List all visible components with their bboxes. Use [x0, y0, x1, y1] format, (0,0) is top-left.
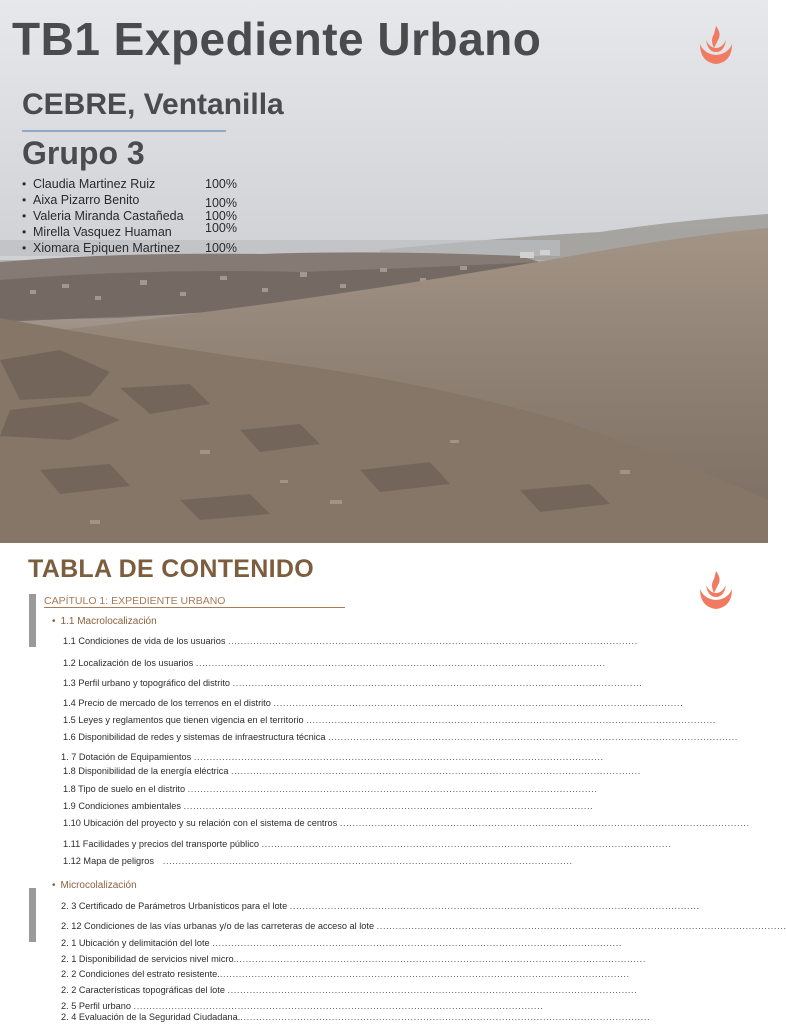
toc-entry[interactable]: 1.5 Leyes y reglamentos que tienen vigencia en el territorio .................................................................................................................................. [63, 715, 716, 725]
toc-entry[interactable]: 1.2 Localización de los usuarios .................................................................................................................................. [63, 658, 606, 668]
toc-entry[interactable]: 2. 3 Certificado de Parámetros Urbanísticos para el lote .................................................................................................................................. [61, 901, 700, 911]
chapter-marker-bar [29, 594, 36, 647]
member-name: Claudia Martinez Ruiz [33, 177, 156, 191]
toc-entry-label: 2. 1 Disponibilidad de servicios nivel micro. [61, 954, 237, 964]
section-heading-macro: • 1.1 Macrolocalización [52, 616, 157, 627]
toc-entry-label: 1.11 Facilidades y precios del transporte público [63, 839, 259, 849]
toc-entry-label: 1.5 Leyes y reglamentos que tienen vigencia en el territorio [63, 715, 304, 725]
toc-entry[interactable]: 1.12 Mapa de peligros .................................................................................................................................. [63, 856, 573, 866]
toc-entry[interactable]: 1.6 Disponibilidad de redes y sistemas de infraestructura técnica .................................................................................................................................. [63, 732, 738, 742]
member-name: Aixa Pizarro Benito [33, 193, 140, 207]
toc-entry[interactable]: 1. 7 Dotación de Equipamientos .................................................................................................................................. [61, 752, 604, 762]
table-of-contents-page [0, 543, 786, 1024]
toc-entry[interactable]: 2. 2 Características topográficas del lote .................................................................................................................................. [61, 985, 638, 995]
chapter-heading: CAPÍTULO 1: EXPEDIENTE URBANO [44, 595, 226, 607]
toc-entry-label: 1.2 Localización de los usuarios [63, 658, 194, 668]
toc-entry[interactable]: 1.11 Facilidades y precios del transporte público .................................................................................................................................. [63, 839, 672, 849]
toc-entry[interactable]: 2. 5 Perfil urbano .................................................................................................................................. [61, 1001, 544, 1011]
toc-entry[interactable]: 2. 2 Condiciones del estrato resistente................................................................................................................................... [61, 969, 630, 979]
toc-entry-label: 2. 3 Certificado de Parámetros Urbanísticos para el lote [61, 901, 288, 911]
member-percent: 100% [205, 209, 237, 223]
member-percent: 100% [205, 241, 237, 255]
toc-entry[interactable]: 2. 1 Disponibilidad de servicios nivel micro................................................................................................................................... [61, 954, 646, 964]
toc-entry[interactable]: 1.1 Condiciones de vida de los usuarios .................................................................................................................................. [63, 636, 638, 646]
toc-entry[interactable]: 1.8 Disponibilidad de la energía eléctrica .................................................................................................................................. [63, 766, 641, 776]
flame-logo-icon [692, 567, 740, 615]
cover-page: TB1 Expediente Urbano CEBRE, Ventanilla Grupo 3 • Claudia Martinez Ruiz 100% • Aixa Pizarro Benito 100% • Valeria Miranda Castañeda 100% • Mirella Vasquez Huaman 100% • Xiomara Epiquen Martinez 100% [0, 0, 768, 543]
member-name: Mirella Vasquez Huaman [33, 225, 172, 239]
toc-entry[interactable]: 1.3 Perfil urbano y topográfico del distrito .................................................................................................................................. [63, 678, 643, 688]
toc-entry[interactable]: 1.9 Condiciones ambientales .................................................................................................................................. [63, 801, 594, 811]
toc-entry[interactable]: 2. 4 Evaluación de la Seguridad Ciudadana................................................................................................................................... [61, 1012, 651, 1022]
toc-entry-label: 1.9 Condiciones ambientales [63, 801, 181, 811]
toc-entry-label: 2. 2 Condiciones del estrato resistente. [61, 969, 220, 979]
section-heading-micro: • Microcolalización [52, 880, 137, 891]
member-percent: 100% [205, 196, 237, 210]
section-marker-bar [29, 888, 36, 942]
toc-entry-label: 1.3 Perfil urbano y topográfico del distrito [63, 678, 230, 688]
toc-entry-label: 2. 1 Ubicación y delimitación del lote [61, 938, 210, 948]
toc-entry-label: 2. 12 Condiciones de las vías urbanas y/o de las carreteras de acceso al lote [61, 921, 375, 931]
toc-entry-label: 1.8 Tipo de suelo en el distrito [63, 784, 186, 794]
section-label: Microcolalización [60, 880, 137, 891]
toc-entry[interactable]: 2. 12 Condiciones de las vías urbanas y/o de las carreteras de acceso al lote .................................................................................................................................. [61, 921, 786, 931]
toc-entry[interactable]: 2. 1 Ubicación y delimitación del lote .................................................................................................................................. [61, 938, 623, 948]
member-percent: 100% [205, 177, 237, 191]
group-label: Grupo 3 [22, 135, 145, 171]
toc-title: TABLA DE CONTENIDO [28, 555, 314, 583]
toc-entry[interactable]: 1.10 Ubicación del proyecto y su relación con el sistema de centros .................................................................................................................................. [63, 818, 750, 828]
toc-entry-label: 2. 5 Perfil urbano [61, 1001, 131, 1011]
toc-entry-label: 1.8 Disponibilidad de la energía eléctrica [63, 766, 229, 776]
member-name: Valeria Miranda Castañeda [33, 209, 184, 223]
toc-entry-label: 2. 2 Características topográficas del lote [61, 985, 225, 995]
toc-entry-label: 1.1 Condiciones de vida de los usuarios [63, 636, 226, 646]
toc-entry[interactable]: 1.8 Tipo de suelo en el distrito .................................................................................................................................. [63, 784, 598, 794]
toc-entry-label: 1. 7 Dotación de Equipamientos [61, 752, 192, 762]
toc-entry-label: 1.10 Ubicación del proyecto y su relación con el sistema de centros [63, 818, 338, 828]
project-location: CEBRE, Ventanilla [22, 88, 284, 121]
chapter-underline [44, 607, 345, 608]
toc-entry[interactable]: 1.4 Precio de mercado de los terrenos en el distrito .................................................................................................................................. [63, 698, 684, 708]
flame-logo-icon [692, 22, 740, 70]
toc-entry-label: 1.12 Mapa de peligros [63, 856, 154, 866]
member-percent: 100% [205, 221, 237, 235]
section-label: 1.1 Macrolocalización [60, 616, 157, 627]
member-name: Xiomara Epiquen Martinez [33, 241, 181, 255]
toc-entry-label: 1.4 Precio de mercado de los terrenos en el distrito [63, 698, 271, 708]
toc-entry-label: 2. 4 Evaluación de la Seguridad Ciudadana. [61, 1012, 241, 1022]
subtitle-underline [22, 130, 226, 132]
document-title: TB1 Expediente Urbano [12, 13, 542, 65]
toc-entry-label: 1.6 Disponibilidad de redes y sistemas de infraestructura técnica [63, 732, 326, 742]
